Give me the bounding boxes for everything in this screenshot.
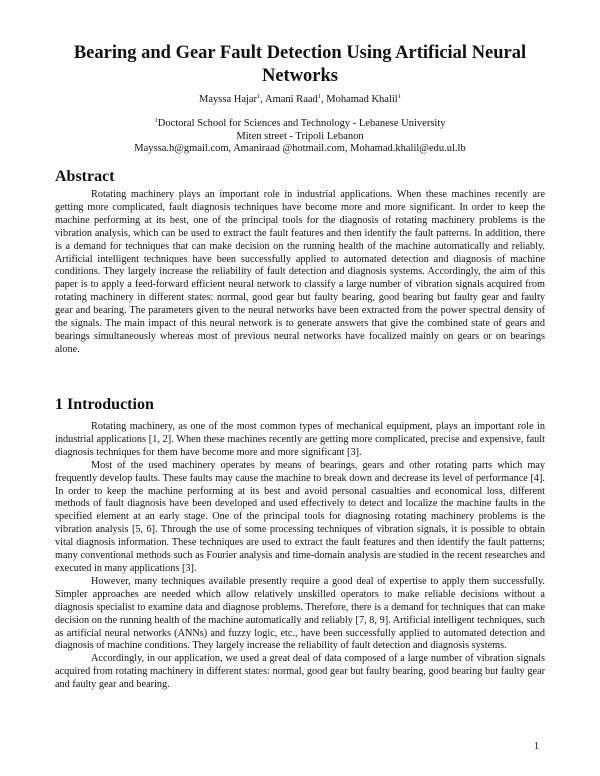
affil-institution: Doctoral School for Sciences and Technology - Lebanese University [157,118,446,129]
abstract-paragraph: Rotating machinery plays an important role in industrial applications. When these machines recently are getting more complicated, fault diagnosis techniques have become more and more significant. In order to keep the machine performing at its best, one of the principal tools for the diagnosis of rotating machinery problems is the vibration analysis, which can be used to extract the fault features and then identify the fault patterns. In addition, there is a demand for techniques that can make decision on the running health of the machine automatically and reliably. Artificial intelligent techniques have been successfully applied to automated detection and diagnosis of machine conditions. They largely increase the reliability of fault detection and diagnosis systems. Accordingly, the aim of this paper is to apply a feed-forward efficient neural network to classify a large number of vibration signals acquired from rotating machinery in different states: normal, good gear but faulty bearing, good bearing but faulty gear and faulty gear and bearing. The parameters given to the neural networks have been extracted from the power spectral density of the signals. The main impact of this neural network is to generate answers that give the combined state of gears and bearings simultaneously whereas most of previous neural networks have focalized mainly on gears or on bearings alone. [55,189,545,355]
affil-mark: 1 [154,117,158,124]
abstract-heading: Abstract [55,168,115,185]
author-list: Mayssa Hajar$^1$, Amani Raad$^1$, Mohamad Khalil$^1$ [199,93,401,105]
author-affil-mark: 1 [257,93,261,100]
affil-emails: Mayssa.h@gmail.com, Amaniraad @hotmail.com, Mohamad.khalil@edu.ul.lb [134,143,466,154]
intro-paragraph: Most of the used machinery operates by means of bearings, gears and other rotating parts which may frequently develop faults. These faults may cause the machine to break down and decrease its level of performance [4]. In order to keep the machine performing at its best and avoid personal casualties and economical loss, different methods of fault diagnosis have been developed and used effectively to detect and localize the machine faults in the specified element at an early stage. One of the principal tools for diagnosing rotating machinery problems is the vibration analysis [5, 6]. Through the use of some processing techniques of vibration signals, it is possible to obtain vital diagnosis information. These techniques are used to extract the fault features and then identify the fault patterns; many conventional methods such as Fourier analysis and time-domain analysis are studied in the recent researches and executed in many applications [3]. [55,459,545,574]
affiliation [0,118,600,156]
intro-paragraph: Rotating machinery, as one of the most common types of mechanical equipment, plays an important role in industrial applications [1, 2]. When these machines recently are getting more complicated, precise and expensive, fault diagnosis techniques for them have become more and more significant [3]. [55,421,545,458]
author-name: Mayssa Hajar [199,94,258,105]
author-affil-mark: 1 [317,93,322,100]
author-name: Amani Raad [264,94,318,105]
introduction-body [55,421,545,692]
intro-paragraph: However, many techniques available presently require a good deal of expertise to apply them successfully. Simpler approaches are needed which allow relatively unskilled operators to make reliable decisions without a diagnosis specialist to examine data and diagnose problems. Therefore, there is a demand for techniques that can make decision on the running health of the machine automatically and reliably [7, 8, 9]. Artificial intelligent techniques, such as artificial neural networks (ANNs) and fuzzy logic, etc., have been successfully applied to automated detection and diagnosis of machine conditions. They largely increase the reliability of fault detection and diagnosis systems. [55,575,545,652]
page-number: 1 [534,741,539,752]
paper-title: Bearing and Gear Fault Detection Using Artificial Neural Networks [73,43,527,86]
author-name: Mohamad Khalil [326,94,398,105]
author-affil-mark: 1 [397,93,401,100]
intro-paragraph: Accordingly, in our application, we used a great deal of data composed of a large number of vibration signals acquired from rotating machinery in different states: normal, good gear but faulty bearing, good bearing but faulty gear and faulty gear and bearing. [55,653,545,691]
introduction-heading: 1 Introduction [55,396,154,413]
abstract-body [55,189,545,357]
affil-address: Miten street - Tripoli Lebanon [236,130,364,142]
